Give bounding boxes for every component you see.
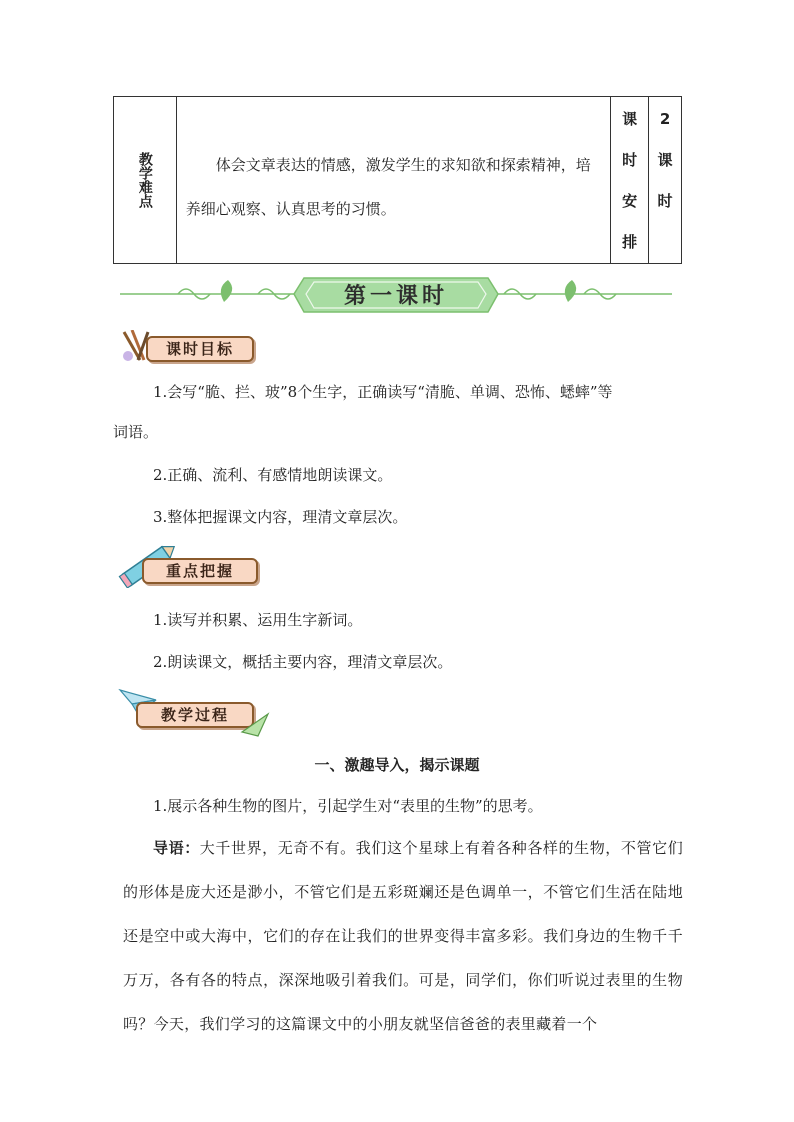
- objective-item-1-cont: 词语。: [113, 423, 159, 441]
- schedule-label-char: 课: [622, 110, 638, 128]
- schedule-hours-char: 课: [657, 151, 673, 169]
- difficulty-content: 体会文章表达的情感，激发学生的求知欲和探索精神，培养细心观察、认真思考的习惯。: [185, 156, 591, 218]
- schedule-hours-char: 时: [657, 192, 673, 210]
- schedule-hours: [658, 109, 673, 232]
- key-points-tag: [118, 548, 258, 588]
- objective-item-2: 2.正确、流利、有感情地朗读课文。: [153, 466, 393, 484]
- schedule-hours-cell: [649, 97, 681, 263]
- schedule-label-char: 排: [622, 233, 638, 251]
- key-points-tag-label: 重点把握: [142, 558, 258, 584]
- objective-item-1: 1.会写“脆、拦、玻”8个生字，正确读写“清脆、单调、恐怖、蟋蟀”等: [153, 383, 613, 401]
- key-point-item-2: 2.朗读课文，概括主要内容，理清文章层次。: [153, 653, 453, 671]
- difficulty-label-cell: [114, 97, 177, 263]
- schedule-label: [622, 109, 637, 273]
- difficulty-label: 教学难点: [136, 152, 153, 208]
- green-plane-icon: [240, 712, 270, 738]
- intro-label: 导语：: [153, 839, 200, 857]
- schedule-hours-char: 2: [659, 110, 671, 128]
- lesson-title: 第一课时: [343, 284, 448, 309]
- objectives-tag: [118, 330, 258, 364]
- difficulty-content-cell: [177, 97, 611, 263]
- schedule-label-char: 安: [622, 192, 638, 210]
- objective-item-3: 3.整体把握课文内容，理清文章层次。: [153, 508, 408, 526]
- intro-paragraph: [123, 826, 683, 1046]
- process-tag-label: 教学过程: [136, 702, 254, 728]
- process-tag: [118, 690, 266, 736]
- step-item-1: 1.展示各种生物的图片，引起学生对“表里的生物”的思考。: [153, 797, 543, 815]
- objectives-tag-label: 课时目标: [146, 336, 254, 362]
- step-heading: 一、激趣导入，揭示课题: [314, 756, 480, 774]
- lesson-banner: [118, 272, 674, 316]
- difficulty-table: [113, 96, 682, 264]
- key-point-item-1: 1.读写并积累、运用生字新词。: [153, 611, 363, 629]
- intro-text: 大千世界，无奇不有。我们这个星球上有着各种各样的生物，不管它们的形体是庞大还是渺小，不管它们是五彩斑斓还是色调单一，不管它们生活在陆地还是空中或大海中，它们的存在让我们的世界变得丰富多彩。我们身边的生物千千万万，各有各的特点，深深地吸引着我们。可是，同学们，你们听说过表里的生物吗？今天，我们学习的这篇课文中的小朋友就坚信爸爸的表里藏着一个: [123, 839, 683, 1033]
- schedule-label-cell: [611, 97, 649, 263]
- schedule-label-char: 时: [622, 151, 638, 169]
